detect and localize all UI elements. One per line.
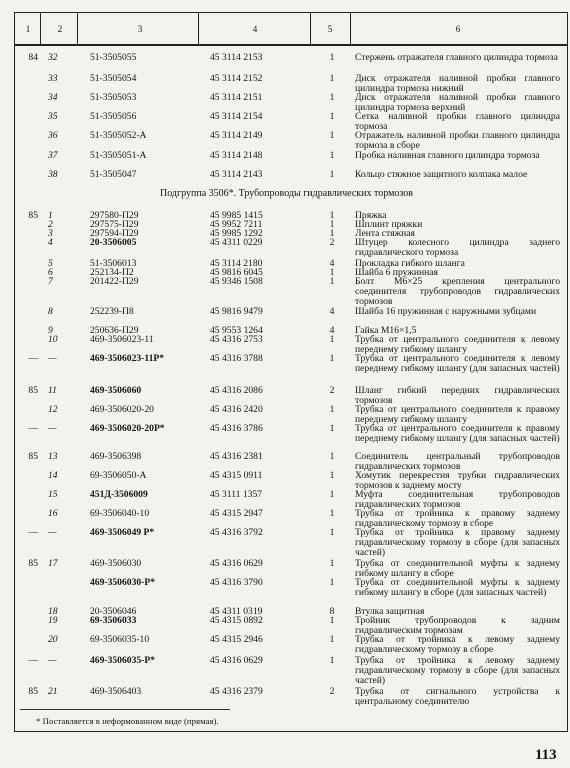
part-name: Гайка М16×1,5	[355, 325, 417, 336]
quantity: 1	[329, 470, 335, 481]
part-number: 201422-П29	[90, 276, 139, 287]
part-name: Лента стяжная	[355, 228, 415, 239]
part-number: 51-3505054	[90, 73, 137, 84]
part-name: Трубка от тройника к правому заднему гидравлическому тормозу в сборе (для запасных частей)	[355, 527, 560, 559]
catalog-code: 45 4315 0911	[210, 470, 263, 481]
part-name: Пробка наливная главного цилиндра тормоза	[355, 150, 540, 161]
position-number: —	[48, 353, 57, 364]
header-divider	[350, 12, 351, 46]
part-number: 469-3506035-Р*	[90, 655, 156, 666]
part-name: Трубка от соединительной муфты к заднему гибкому шлангу в сборе	[355, 558, 560, 580]
quantity: 1	[329, 634, 335, 645]
header-divider	[310, 12, 311, 46]
part-number: 51-3506013	[90, 258, 137, 269]
part-number: 69-3506035-10	[90, 634, 150, 645]
footnote-rule	[20, 709, 230, 710]
part-number: 20-3506005	[90, 237, 137, 248]
quantity: 1	[329, 353, 335, 364]
catalog-code: 45 4315 0892	[210, 615, 263, 626]
catalog-code: 45 4316 3786	[210, 423, 263, 434]
catalog-code: 45 3114 2148	[210, 150, 263, 161]
catalog-code: 45 3114 2151	[210, 92, 263, 103]
header-col-5: 5	[327, 24, 333, 34]
position-number: 33	[48, 73, 58, 84]
position-number: 4	[48, 237, 53, 248]
part-name: Трубка от сигнального устройства к центральному соединителю	[355, 686, 560, 708]
position-number: —	[48, 423, 57, 434]
part-name: Шланг гибкий передних гидравлических тормозов	[355, 385, 560, 407]
quantity: 1	[329, 451, 335, 462]
quantity: 4	[329, 258, 335, 269]
part-number: 469-3506060	[90, 385, 142, 396]
position-number: 2	[48, 219, 53, 230]
quantity: 2	[329, 237, 335, 248]
catalog-code: 45 3114 2154	[210, 111, 263, 122]
part-number: 51-3505056	[90, 111, 137, 122]
part-name: Штуцер колесного цилиндра заднего гидравлического тормоза	[355, 237, 560, 259]
position-number: 38	[48, 169, 58, 180]
catalog-code: 45 9816 9479	[210, 306, 263, 317]
catalog-code: 45 4316 0629	[210, 655, 263, 666]
quantity: 1	[329, 92, 335, 103]
catalog-code: 45 4311 0229	[210, 237, 263, 248]
part-number: 451Д-3506009	[90, 489, 148, 500]
part-name: Трубка от соединительной муфты к заднему гибкому шлангу в сборе (для запасных частей)	[355, 577, 560, 599]
quantity: 1	[329, 334, 335, 345]
position-number: 17	[48, 558, 58, 569]
part-name: Хомутик перекрестия трубки гидравлических тормозов к заднему мосту	[355, 470, 560, 492]
part-number: 20-3506046	[90, 606, 137, 617]
catalog-code: 45 3114 2152	[210, 73, 263, 84]
part-name: Втулка защитная	[355, 606, 425, 617]
part-number: 51-3505052-А	[90, 130, 147, 141]
quantity: 2	[329, 385, 335, 396]
quantity: 1	[329, 558, 335, 569]
part-name: Шайба 16 пружинная с наружными зубцами	[355, 306, 537, 317]
part-number: 469-3506403	[90, 686, 142, 697]
quantity: 1	[329, 423, 335, 434]
catalog-code: 45 4316 3790	[210, 577, 263, 588]
figure-number: —	[28, 353, 38, 364]
part-number: 69-3506040-10	[90, 508, 150, 519]
part-name: Трубка от центрального соединителя к левому переднему гибкому шлангу (для запасных частей)	[355, 353, 560, 375]
catalog-code: 45 4316 2086	[210, 385, 263, 396]
quantity: 1	[329, 111, 335, 122]
quantity: 1	[329, 404, 335, 415]
part-number: 250636-П29	[90, 325, 139, 336]
quantity: 1	[329, 577, 335, 588]
header-divider	[40, 12, 41, 46]
quantity: 1	[329, 615, 335, 626]
part-name: Кольцо стяжное защитного колпака малое	[355, 169, 528, 180]
header-col-4: 4	[252, 24, 258, 34]
position-number: 6	[48, 267, 53, 278]
quantity: 4	[329, 306, 335, 317]
position-number: 13	[48, 451, 58, 462]
part-number: 469-3506020-20Р*	[90, 423, 165, 434]
catalog-code: 45 4311 0319	[210, 606, 263, 617]
part-number: 252239-П8	[90, 306, 134, 317]
figure-number: —	[28, 655, 38, 666]
part-number: 51-3505055	[90, 52, 137, 63]
part-name: Диск отражателя наливной пробки главного цилиндра тормоза нижний	[355, 73, 560, 95]
quantity: 8	[329, 606, 335, 617]
page-number: 113	[535, 747, 557, 763]
quantity: 1	[329, 210, 335, 221]
part-name: Шплинт пряжки	[355, 219, 423, 230]
part-number: 469-3506398	[90, 451, 142, 462]
quantity: 2	[329, 686, 335, 697]
figure-number: —	[28, 527, 38, 538]
subgroup-title: Подгруппа 3506*. Трубопроводы гидравлических тормозов	[160, 188, 414, 199]
part-name: Стержень отражателя главного цилиндра тормоза	[355, 52, 558, 63]
quantity: 1	[329, 655, 335, 666]
part-number: 469-3506030-Р*	[90, 577, 156, 588]
catalog-code: 45 4315 2946	[210, 634, 263, 645]
position-number: 20	[48, 634, 58, 645]
catalog-code: 45 9985 1292	[210, 228, 263, 239]
position-number: 16	[48, 508, 58, 519]
part-number: 252134-П2	[90, 267, 134, 278]
position-number: 34	[48, 92, 58, 103]
quantity: 1	[329, 276, 335, 287]
catalog-code: 45 4316 3792	[210, 527, 263, 538]
position-number: —	[48, 527, 57, 538]
part-name: Сетка наливной пробки главного цилиндра тормоза	[355, 111, 560, 133]
catalog-code: 45 9985 1415	[210, 210, 263, 221]
part-name: Болт М6×25 крепления центрального соединителя трубопроводов гидравлических тормозов	[355, 276, 560, 308]
header-divider	[77, 12, 78, 46]
part-name: Трубка от тройника к правому заднему гидравлическому тормозу в сборе	[355, 508, 560, 530]
position-number: 11	[48, 385, 57, 396]
catalog-code: 45 4316 2381	[210, 451, 263, 462]
position-number: 7	[48, 276, 53, 287]
part-name: Шайба 6 пружинная	[355, 267, 438, 278]
position-number: 19	[48, 615, 58, 626]
catalog-code: 45 3111 1357	[210, 489, 263, 500]
quantity: 1	[329, 150, 335, 161]
position-number: 15	[48, 489, 58, 500]
part-name: Трубка от тройника к левому заднему гидравлическому тормозу в сборе	[355, 634, 560, 656]
catalog-code: 45 4316 2753	[210, 334, 263, 345]
position-number: 9	[48, 325, 53, 336]
figure-number: 85	[28, 385, 38, 396]
catalog-code: 45 9816 6045	[210, 267, 263, 278]
table-header	[14, 12, 568, 46]
part-number: 51-3505051-А	[90, 150, 147, 161]
part-name: Отражатель наливной пробки главного цилиндра тормоза в сборе	[355, 130, 560, 152]
header-col-6: 6	[455, 24, 461, 34]
part-name: Диск отражателя наливной пробки главного цилиндра тормоза верхний	[355, 92, 560, 114]
position-number: 10	[48, 334, 58, 345]
position-number: 14	[48, 470, 58, 481]
part-number: 469-3506049 Р*	[90, 527, 155, 538]
part-number: 469-3506023-11Р*	[90, 353, 165, 364]
catalog-code: 45 9952 7211	[210, 219, 263, 230]
part-name: Муфта соединительная трубопроводов гидравлических тормозов	[355, 489, 560, 511]
header-col-3: 3	[137, 24, 143, 34]
catalog-code: 45 9346 1508	[210, 276, 263, 287]
part-name: Трубка от центрального соединителя к левому переднему гибкому шлангу	[355, 334, 560, 356]
catalog-code: 45 3114 2149	[210, 130, 263, 141]
header-col-1: 1	[25, 24, 31, 34]
figure-number: —	[28, 423, 38, 434]
part-number: 69-3506050-А	[90, 470, 147, 481]
quantity: 1	[329, 527, 335, 538]
position-number: 36	[48, 130, 58, 141]
quantity: 1	[329, 73, 335, 84]
quantity: 1	[329, 489, 335, 500]
position-number: 37	[48, 150, 58, 161]
part-number: 469-3506020-20	[90, 404, 154, 415]
figure-number: 85	[28, 451, 38, 462]
position-number: 12	[48, 404, 58, 415]
part-number: 51-3505053	[90, 92, 137, 103]
figure-number: 85	[28, 210, 38, 221]
catalog-code: 45 9553 1264	[210, 325, 263, 336]
part-number: 469-3506030	[90, 558, 142, 569]
position-number: 5	[48, 258, 53, 269]
catalog-code: 45 3114 2143	[210, 169, 263, 180]
part-number: 297580-П29	[90, 210, 139, 221]
part-number: 469-3506023-11	[90, 334, 154, 345]
position-number: 32	[48, 52, 58, 63]
footnote: * Поставляется в неформованном виде (прямая).	[36, 716, 219, 726]
part-number: 51-3505047	[90, 169, 137, 180]
header-divider	[198, 12, 199, 46]
position-number: 21	[48, 686, 58, 697]
quantity: 1	[329, 508, 335, 519]
part-number: 297594-П29	[90, 228, 139, 239]
part-name: Соединитель центральный трубопроводов гидравлических тормозов	[355, 451, 560, 473]
quantity: 1	[329, 130, 335, 141]
part-number: 297575-П29	[90, 219, 139, 230]
part-name: Трубка от центрального соединителя к правому переднему гибкому шлангу (для запасных частей)	[355, 423, 560, 445]
figure-number: 84	[28, 52, 38, 63]
figure-number: 85	[28, 686, 38, 697]
quantity: 1	[329, 52, 335, 63]
quantity: 1	[329, 267, 335, 278]
catalog-code: 45 4316 0629	[210, 558, 263, 569]
catalog-code: 45 4316 3788	[210, 353, 263, 364]
part-name: Тройник трубопроводов к задним гидравлическим тормозам	[355, 615, 560, 637]
part-name: Прокладка гибкого шланга	[355, 258, 465, 269]
part-name: Пряжка	[355, 210, 387, 221]
catalog-code: 45 4316 2379	[210, 686, 263, 697]
position-number: 18	[48, 606, 58, 617]
position-number: 8	[48, 306, 53, 317]
part-name: Трубка от центрального соединителя к правому переднему гибкому шлангу	[355, 404, 560, 426]
catalog-code: 45 3114 2180	[210, 258, 263, 269]
quantity: 4	[329, 325, 335, 336]
catalog-code: 45 4315 2947	[210, 508, 263, 519]
quantity: 1	[329, 219, 335, 230]
position-number: 1	[48, 210, 53, 221]
position-number: 3	[48, 228, 53, 239]
catalog-code: 45 3114 2153	[210, 52, 263, 63]
quantity: 1	[329, 228, 335, 239]
header-col-2: 2	[57, 24, 63, 34]
position-number: 35	[48, 111, 58, 122]
quantity: 1	[329, 169, 335, 180]
catalog-code: 45 4316 2420	[210, 404, 263, 415]
part-name: Трубка от тройника к левому заднему гидравлическому тормозу в сборе (для запасных частей)	[355, 655, 560, 687]
part-number: 69-3506033	[90, 615, 137, 626]
position-number: —	[48, 655, 57, 666]
figure-number: 85	[28, 558, 38, 569]
